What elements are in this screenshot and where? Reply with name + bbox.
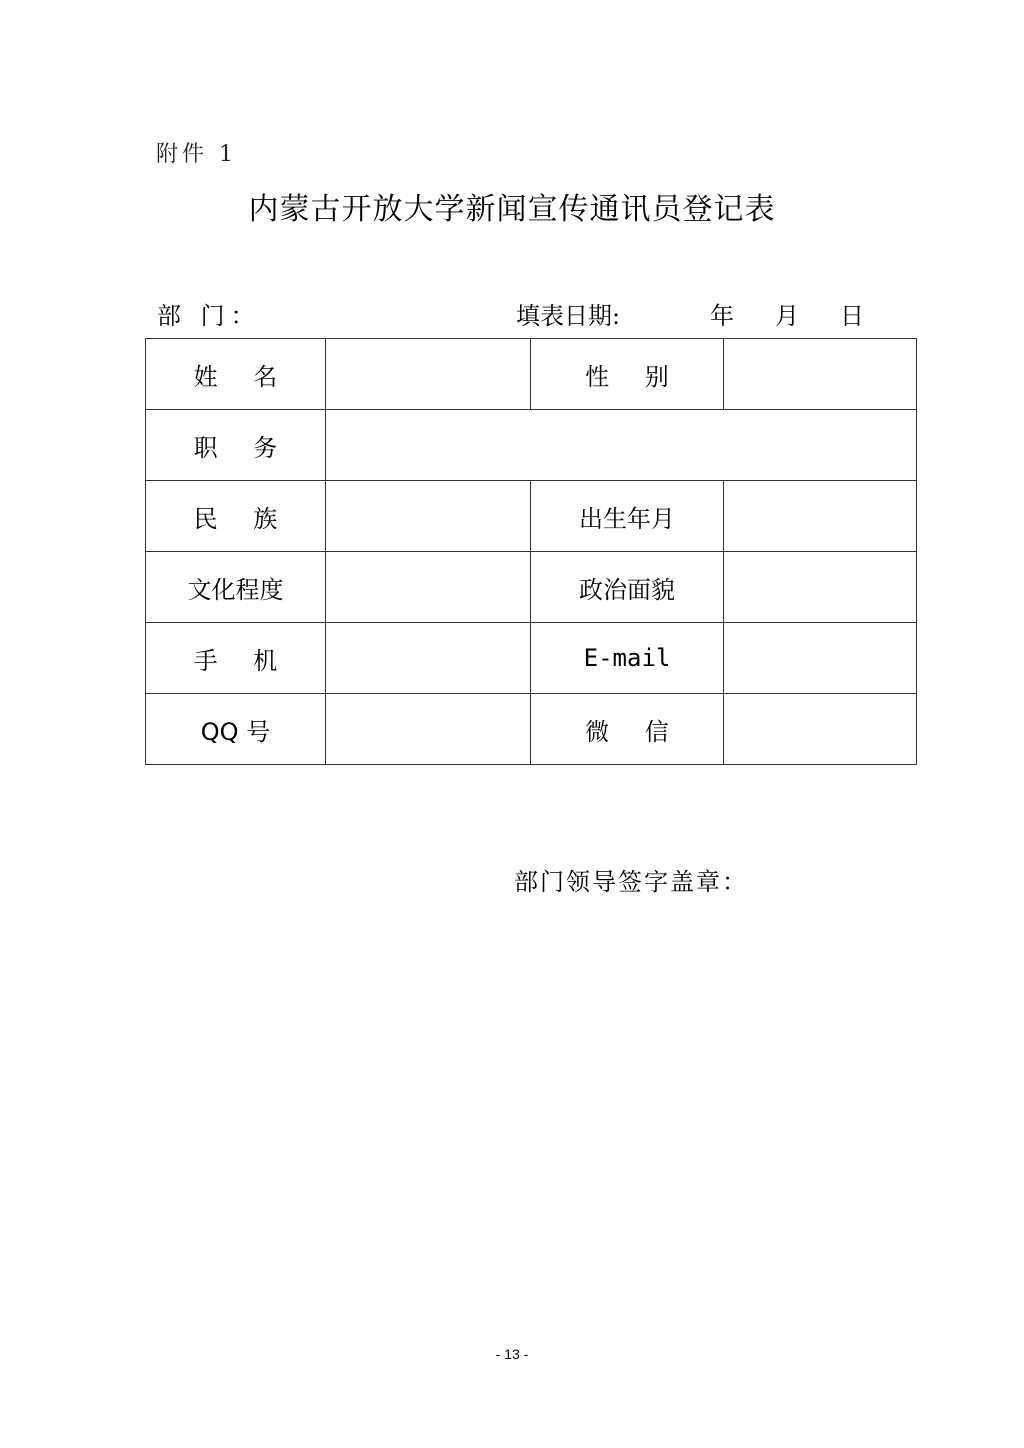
education-label: 文化程度 [146,552,326,623]
ethnicity-label: 民 族 [146,481,326,552]
gender-label: 性 别 [531,339,724,410]
political-status-field[interactable] [724,552,917,623]
attachment-label: 附件 1 [156,142,237,167]
political-status-label: 政治面貌 [531,552,724,623]
document-title: 内蒙古开放大学新闻宣传通讯员登记表 [248,192,776,227]
position-label: 职 务 [146,410,326,481]
birth-date-field[interactable] [724,481,917,552]
department-label: 部 门： [157,302,261,330]
wechat-field[interactable] [724,694,917,765]
email-label: E-mail [531,623,724,694]
email-field[interactable] [724,623,917,694]
table-row [146,481,917,552]
education-field[interactable] [326,552,531,623]
registration-form-table [145,338,917,765]
fill-date-label: 填表日期: [516,302,621,330]
day-label: 日 [840,302,864,330]
birth-date-label: 出生年月 [531,481,724,552]
month-label: 月 [775,302,799,330]
position-field[interactable] [326,410,917,481]
ethnicity-field[interactable] [326,481,531,552]
table-row [146,339,917,410]
name-field[interactable] [326,339,531,410]
qq-label: QQ 号 [146,694,326,765]
page-number: - 13 - [495,1346,529,1362]
table-row [146,552,917,623]
leader-signature-label: 部门领导签字盖章： [514,868,748,896]
table-row [146,623,917,694]
name-label: 姓 名 [146,339,326,410]
qq-field[interactable] [326,694,531,765]
table-row [146,694,917,765]
table-row [146,410,917,481]
gender-field[interactable] [724,339,917,410]
phone-label: 手 机 [146,623,326,694]
year-label: 年 [710,302,734,330]
wechat-label: 微 信 [531,694,724,765]
phone-field[interactable] [326,623,531,694]
